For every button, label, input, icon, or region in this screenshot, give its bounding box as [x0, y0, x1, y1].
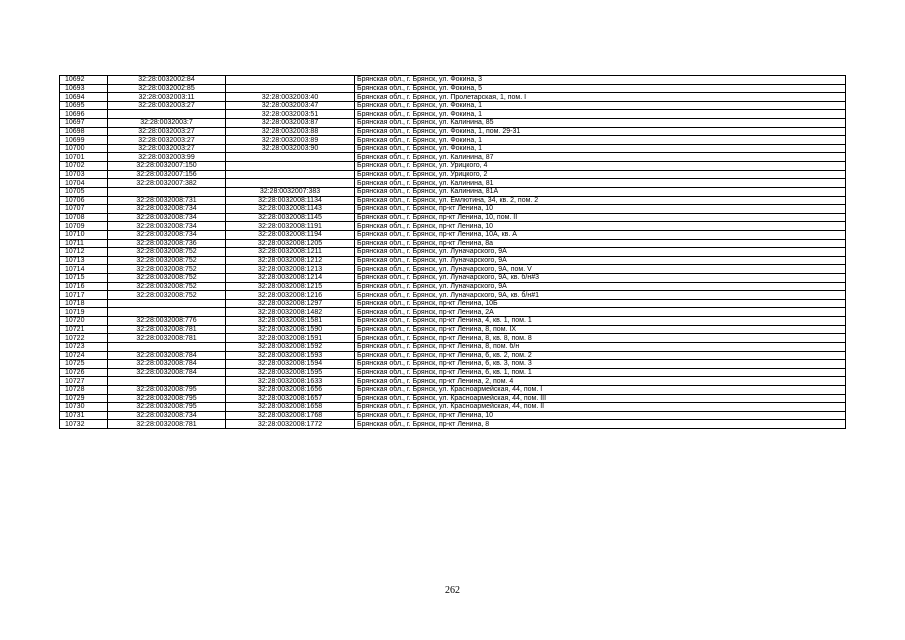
address-cell: Брянская обл., г. Брянск, ул. Калинина, 81А [355, 187, 846, 196]
row-number-cell: 10719 [60, 308, 108, 317]
table-row [60, 153, 846, 162]
land-plot-cadastral-number-cell: 32:28:0032002:84 [108, 76, 226, 85]
address-cell: Брянская обл., г. Брянск, пр-кт Ленина, 6, кв. 1, пом. 1 [355, 368, 846, 377]
object-cadastral-number-cell: 32:28:0032008:1593 [226, 351, 355, 360]
address-cell: Брянская обл., г. Брянск, ул. Урицкого, 4 [355, 162, 846, 171]
table-row [60, 334, 846, 343]
object-cadastral-number-cell: 32:28:0032008:1658 [226, 403, 355, 412]
land-plot-cadastral-number-cell: 32:28:0032008:781 [108, 420, 226, 429]
address-cell: Брянская обл., г. Брянск, ул. Фокина, 1, пом. 29-31 [355, 127, 846, 136]
address-cell: Брянская обл., г. Брянск, пр-кт Ленина, 10А, кв. А [355, 230, 846, 239]
address-cell: Брянская обл., г. Брянск, пр-кт Ленина, 6, кв. 2, пом. 2 [355, 351, 846, 360]
address-cell: Брянская обл., г. Брянск, ул. Калинина, 85 [355, 119, 846, 128]
land-plot-cadastral-number-cell [108, 299, 226, 308]
row-number-cell: 10711 [60, 239, 108, 248]
address-cell: Брянская обл., г. Брянск, ул. Луначарского, 9А, кв. б/н#3 [355, 274, 846, 283]
row-number-cell: 10729 [60, 394, 108, 403]
land-plot-cadastral-number-cell: 32:28:0032008:731 [108, 196, 226, 205]
row-number-cell: 10722 [60, 334, 108, 343]
row-number-cell: 10698 [60, 127, 108, 136]
land-plot-cadastral-number-cell: 32:28:0032008:734 [108, 411, 226, 420]
land-plot-cadastral-number-cell [108, 342, 226, 351]
address-cell: Брянская обл., г. Брянск, пр-кт Ленина, 10 [355, 411, 846, 420]
object-cadastral-number-cell: 32:28:0032008:1216 [226, 291, 355, 300]
address-cell: Брянская обл., г. Брянск, ул. Луначарского, 9А, пом. V [355, 265, 846, 274]
row-number-cell: 10714 [60, 265, 108, 274]
table-row [60, 351, 846, 360]
land-plot-cadastral-number-cell: 32:28:0032008:752 [108, 282, 226, 291]
address-cell: Брянская обл., г. Брянск, ул. Красноармейская, 44, пом. III [355, 394, 846, 403]
table-row [60, 239, 846, 248]
address-cell: Брянская обл., г. Брянск, пр-кт Ленина, 2, пом. 4 [355, 377, 846, 386]
table-row [60, 325, 846, 334]
object-cadastral-number-cell: 32:28:0032008:1768 [226, 411, 355, 420]
table-row [60, 119, 846, 128]
land-plot-cadastral-number-cell: 32:28:0032008:776 [108, 317, 226, 326]
object-cadastral-number-cell: 32:28:0032008:1594 [226, 360, 355, 369]
address-cell: Брянская обл., г. Брянск, ул. Фокина, 1 [355, 136, 846, 145]
object-cadastral-number-cell: 32:28:0032003:47 [226, 101, 355, 110]
row-number-cell: 10716 [60, 282, 108, 291]
object-cadastral-number-cell: 32:28:0032008:1297 [226, 299, 355, 308]
land-plot-cadastral-number-cell: 32:28:0032008:784 [108, 351, 226, 360]
object-cadastral-number-cell: 32:28:0032003:40 [226, 93, 355, 102]
object-cadastral-number-cell: 32:28:0032008:1633 [226, 377, 355, 386]
row-number-cell: 10724 [60, 351, 108, 360]
land-plot-cadastral-number-cell: 32:28:0032008:734 [108, 213, 226, 222]
land-plot-cadastral-number-cell: 32:28:0032008:752 [108, 256, 226, 265]
object-cadastral-number-cell: 32:28:0032008:1581 [226, 317, 355, 326]
land-plot-cadastral-number-cell: 32:28:0032003:7 [108, 119, 226, 128]
land-plot-cadastral-number-cell [108, 187, 226, 196]
page-number: 262 [445, 585, 460, 596]
table-row [60, 230, 846, 239]
address-cell: Брянская обл., г. Брянск, пр-кт Ленина, 8, кв. 8, пом. 8 [355, 334, 846, 343]
land-plot-cadastral-number-cell: 32:28:0032008:734 [108, 230, 226, 239]
address-cell: Брянская обл., г. Брянск, пр-кт Ленина, 8, пом. б/н [355, 342, 846, 351]
address-cell: Брянская обл., г. Брянск, ул. Калинина, 87 [355, 153, 846, 162]
table-row [60, 205, 846, 214]
object-cadastral-number-cell: 32:28:0032008:1213 [226, 265, 355, 274]
address-cell: Брянская обл., г. Брянск, пр-кт Ленина, 6, кв. 3, пом. 3 [355, 360, 846, 369]
address-cell: Брянская обл., г. Брянск, ул. Пролетарская, 1, пом. I [355, 93, 846, 102]
table-row [60, 110, 846, 119]
object-cadastral-number-cell: 32:28:0032008:1215 [226, 282, 355, 291]
land-plot-cadastral-number-cell: 32:28:0032008:752 [108, 248, 226, 257]
object-cadastral-number-cell: 32:28:0032008:1143 [226, 205, 355, 214]
land-plot-cadastral-number-cell: 32:28:0032008:752 [108, 265, 226, 274]
land-plot-cadastral-number-cell: 32:28:0032008:734 [108, 205, 226, 214]
land-plot-cadastral-number-cell: 32:28:0032008:736 [108, 239, 226, 248]
address-cell: Брянская обл., г. Брянск, ул. Фокина, 1 [355, 144, 846, 153]
table-row [60, 342, 846, 351]
row-number-cell: 10718 [60, 299, 108, 308]
table-row [60, 187, 846, 196]
table-row [60, 248, 846, 257]
row-number-cell: 10694 [60, 93, 108, 102]
table-row [60, 308, 846, 317]
table-row [60, 93, 846, 102]
object-cadastral-number-cell: 32:28:0032008:1145 [226, 213, 355, 222]
table-row [60, 411, 846, 420]
object-cadastral-number-cell [226, 76, 355, 85]
land-plot-cadastral-number-cell: 32:28:0032003:27 [108, 101, 226, 110]
object-cadastral-number-cell [226, 84, 355, 93]
object-cadastral-number-cell: 32:28:0032008:1212 [226, 256, 355, 265]
land-plot-cadastral-number-cell: 32:28:0032008:795 [108, 385, 226, 394]
land-plot-cadastral-number-cell: 32:28:0032003:11 [108, 93, 226, 102]
object-cadastral-number-cell: 32:28:0032008:1595 [226, 368, 355, 377]
table-row [60, 420, 846, 429]
table-row [60, 403, 846, 412]
table-row [60, 385, 846, 394]
land-plot-cadastral-number-cell [108, 308, 226, 317]
table-row [60, 170, 846, 179]
row-number-cell: 10709 [60, 222, 108, 231]
row-number-cell: 10727 [60, 377, 108, 386]
table-row [60, 196, 846, 205]
object-cadastral-number-cell [226, 153, 355, 162]
object-cadastral-number-cell: 32:28:0032008:1482 [226, 308, 355, 317]
land-plot-cadastral-number-cell: 32:28:0032008:734 [108, 222, 226, 231]
row-number-cell: 10713 [60, 256, 108, 265]
object-cadastral-number-cell: 32:28:0032008:1214 [226, 274, 355, 283]
row-number-cell: 10710 [60, 230, 108, 239]
row-number-cell: 10697 [60, 119, 108, 128]
address-cell: Брянская обл., г. Брянск, пр-кт Ленина, 10 [355, 205, 846, 214]
address-cell: Брянская обл., г. Брянск, пр-кт Ленина, 8 [355, 420, 846, 429]
row-number-cell: 10708 [60, 213, 108, 222]
object-cadastral-number-cell: 32:28:0032008:1191 [226, 222, 355, 231]
table-row [60, 360, 846, 369]
row-number-cell: 10725 [60, 360, 108, 369]
object-cadastral-number-cell: 32:28:0032003:89 [226, 136, 355, 145]
land-plot-cadastral-number-cell: 32:28:0032008:752 [108, 291, 226, 300]
land-plot-cadastral-number-cell [108, 377, 226, 386]
address-cell: Брянская обл., г. Брянск, ул. Красноармейская, 44, пом. II [355, 403, 846, 412]
cadastral-table [59, 75, 846, 429]
object-cadastral-number-cell: 32:28:0032003:87 [226, 119, 355, 128]
object-cadastral-number-cell: 32:28:0032008:1590 [226, 325, 355, 334]
object-cadastral-number-cell: 32:28:0032003:88 [226, 127, 355, 136]
land-plot-cadastral-number-cell: 32:28:0032003:27 [108, 127, 226, 136]
table-row [60, 179, 846, 188]
table-row [60, 162, 846, 171]
object-cadastral-number-cell [226, 162, 355, 171]
land-plot-cadastral-number-cell: 32:28:0032003:99 [108, 153, 226, 162]
address-cell: Брянская обл., г. Брянск, ул. Урицкого, 2 [355, 170, 846, 179]
object-cadastral-number-cell: 32:28:0032008:1211 [226, 248, 355, 257]
address-cell: Брянская обл., г. Брянск, пр-кт Ленина, 2А [355, 308, 846, 317]
row-number-cell: 10702 [60, 162, 108, 171]
row-number-cell: 10707 [60, 205, 108, 214]
object-cadastral-number-cell: 32:28:0032008:1205 [226, 239, 355, 248]
table-row [60, 394, 846, 403]
land-plot-cadastral-number-cell: 32:28:0032008:752 [108, 274, 226, 283]
land-plot-cadastral-number-cell: 32:28:0032007:382 [108, 179, 226, 188]
object-cadastral-number-cell [226, 179, 355, 188]
object-cadastral-number-cell: 32:28:0032008:1134 [226, 196, 355, 205]
land-plot-cadastral-number-cell: 32:28:0032008:781 [108, 325, 226, 334]
object-cadastral-number-cell: 32:28:0032008:1194 [226, 230, 355, 239]
land-plot-cadastral-number-cell: 32:28:0032008:781 [108, 334, 226, 343]
table-row [60, 377, 846, 386]
address-cell: Брянская обл., г. Брянск, пр-кт Ленина, 10Б [355, 299, 846, 308]
table-row [60, 274, 846, 283]
address-cell: Брянская обл., г. Брянск, пр-кт Ленина, 10, пом. II [355, 213, 846, 222]
address-cell: Брянская обл., г. Брянск, ул. Фокина, 1 [355, 101, 846, 110]
row-number-cell: 10701 [60, 153, 108, 162]
row-number-cell: 10723 [60, 342, 108, 351]
address-cell: Брянская обл., г. Брянск, ул. Луначарского, 9А, кв. б/н#1 [355, 291, 846, 300]
object-cadastral-number-cell: 32:28:0032008:1592 [226, 342, 355, 351]
row-number-cell: 10712 [60, 248, 108, 257]
row-number-cell: 10703 [60, 170, 108, 179]
table-row [60, 299, 846, 308]
row-number-cell: 10704 [60, 179, 108, 188]
row-number-cell: 10692 [60, 76, 108, 85]
object-cadastral-number-cell: 32:28:0032008:1591 [226, 334, 355, 343]
land-plot-cadastral-number-cell: 32:28:0032003:27 [108, 144, 226, 153]
table-row [60, 213, 846, 222]
table-row [60, 84, 846, 93]
address-cell: Брянская обл., г. Брянск, ул. Фокина, 5 [355, 84, 846, 93]
row-number-cell: 10730 [60, 403, 108, 412]
row-number-cell: 10700 [60, 144, 108, 153]
table-row [60, 76, 846, 85]
row-number-cell: 10720 [60, 317, 108, 326]
address-cell: Брянская обл., г. Брянск, ул. Фокина, 1 [355, 110, 846, 119]
object-cadastral-number-cell: 32:28:0032003:90 [226, 144, 355, 153]
address-cell: Брянская обл., г. Брянск, ул. Красноармейская, 44, пом. I [355, 385, 846, 394]
table-row [60, 144, 846, 153]
table-row [60, 127, 846, 136]
row-number-cell: 10715 [60, 274, 108, 283]
land-plot-cadastral-number-cell: 32:28:0032007:150 [108, 162, 226, 171]
row-number-cell: 10705 [60, 187, 108, 196]
object-cadastral-number-cell [226, 170, 355, 179]
object-cadastral-number-cell: 32:28:0032008:1656 [226, 385, 355, 394]
row-number-cell: 10731 [60, 411, 108, 420]
row-number-cell: 10732 [60, 420, 108, 429]
address-cell: Брянская обл., г. Брянск, пр-кт Ленина, 8а [355, 239, 846, 248]
table-row [60, 136, 846, 145]
address-cell: Брянская обл., г. Брянск, ул. Калинина, 81 [355, 179, 846, 188]
table-row [60, 282, 846, 291]
object-cadastral-number-cell: 32:28:0032008:1657 [226, 394, 355, 403]
table-row [60, 291, 846, 300]
row-number-cell: 10696 [60, 110, 108, 119]
address-cell: Брянская обл., г. Брянск, пр-кт Ленина, 10 [355, 222, 846, 231]
land-plot-cadastral-number-cell [108, 110, 226, 119]
land-plot-cadastral-number-cell: 32:28:0032003:27 [108, 136, 226, 145]
table-row [60, 222, 846, 231]
address-cell: Брянская обл., г. Брянск, ул. Луначарского, 9А [355, 248, 846, 257]
object-cadastral-number-cell: 32:28:0032008:1772 [226, 420, 355, 429]
address-cell: Брянская обл., г. Брянск, пр-кт Ленина, 4, кв. 1, пом. 1 [355, 317, 846, 326]
table-row [60, 265, 846, 274]
row-number-cell: 10706 [60, 196, 108, 205]
land-plot-cadastral-number-cell: 32:28:0032007:156 [108, 170, 226, 179]
table-row [60, 317, 846, 326]
table-row [60, 256, 846, 265]
address-cell: Брянская обл., г. Брянск, пр-кт Ленина, 8, пом. IX [355, 325, 846, 334]
land-plot-cadastral-number-cell: 32:28:0032008:784 [108, 368, 226, 377]
address-cell: Брянская обл., г. Брянск, ул. Луначарского, 9А [355, 256, 846, 265]
address-cell: Брянская обл., г. Брянск, ул. Емлютина, 34, кв. 2, пом. 2 [355, 196, 846, 205]
land-plot-cadastral-number-cell: 32:28:0032002:85 [108, 84, 226, 93]
land-plot-cadastral-number-cell: 32:28:0032008:795 [108, 403, 226, 412]
address-cell: Брянская обл., г. Брянск, ул. Луначарского, 9А [355, 282, 846, 291]
object-cadastral-number-cell: 32:28:0032003:51 [226, 110, 355, 119]
table-body [60, 76, 846, 429]
row-number-cell: 10721 [60, 325, 108, 334]
row-number-cell: 10699 [60, 136, 108, 145]
row-number-cell: 10717 [60, 291, 108, 300]
row-number-cell: 10695 [60, 101, 108, 110]
land-plot-cadastral-number-cell: 32:28:0032008:795 [108, 394, 226, 403]
row-number-cell: 10726 [60, 368, 108, 377]
object-cadastral-number-cell: 32:28:0032007:383 [226, 187, 355, 196]
row-number-cell: 10728 [60, 385, 108, 394]
table-row [60, 101, 846, 110]
table-row [60, 368, 846, 377]
row-number-cell: 10693 [60, 84, 108, 93]
land-plot-cadastral-number-cell: 32:28:0032008:784 [108, 360, 226, 369]
address-cell: Брянская обл., г. Брянск, ул. Фокина, 3 [355, 76, 846, 85]
